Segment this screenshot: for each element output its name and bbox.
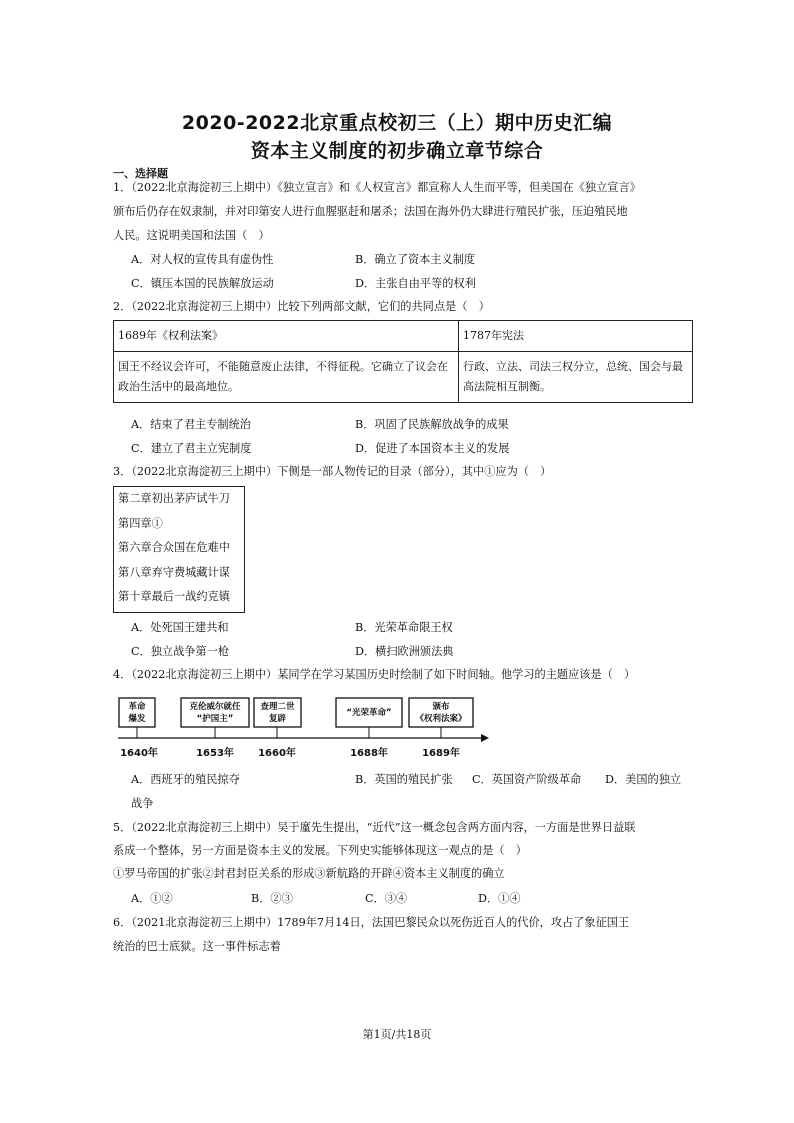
- timeline-event-label: 查理二世: [260, 702, 295, 712]
- timeline-event-label: 克伦威尔就任: [189, 702, 241, 712]
- q2-comparison-table: [113, 320, 693, 403]
- q2-option-b: B．巩固了民族解放战争的成果: [355, 418, 509, 431]
- q2-stem: 2．（2022北京海淀初三上期中）比较下列两部文献，它们的共同点是（ ）: [113, 300, 490, 313]
- q3-option-c: C．独立战争第一枪: [131, 645, 230, 658]
- q1-option-a: A．对人权的宣传具有虚伪性: [131, 253, 274, 266]
- timeline-year: 1689年: [422, 748, 460, 759]
- section-heading: 一、选择题: [113, 167, 168, 180]
- q4-option-a: A．西班牙的殖民掠夺: [131, 773, 240, 786]
- q5-option-b: B．②③: [251, 892, 293, 905]
- q2-option-c: C．建立了君主立宪制度: [131, 442, 252, 455]
- q3-option-b: B．光荣革命限王权: [355, 621, 453, 634]
- timeline-event-label: 颁布: [432, 702, 450, 712]
- q4-timeline: [113, 692, 493, 762]
- timeline-event-label: 《权利法案》: [415, 714, 467, 724]
- q2-option-d: D．促进了本国资本主义的发展: [355, 442, 510, 455]
- q2-option-a: A．结束了君主专制统治: [131, 418, 251, 431]
- timeline-event-label: 复辟: [268, 714, 287, 724]
- q1-option-b: B．确立了资本主义制度: [355, 253, 476, 266]
- q1-line-2: 颁布后仍存在奴隶制，并对印第安人进行血腥驱赶和屠杀；法国在海外仍大肆进行殖民扩张，压迫殖民地: [113, 205, 628, 218]
- timeline-year: 1688年: [350, 748, 388, 759]
- q3-chapter: 第八章弃守费城藏计谋: [118, 565, 230, 579]
- q1-line-1: 1．（2022北京海淀初三上期中）《独立宣言》和《人权宣言》都宣称人人生而平等，但美国在《独立宣言》: [113, 181, 641, 194]
- timeline-arrow: [481, 734, 489, 742]
- timeline-year: 1640年: [120, 748, 158, 759]
- q3-chapter: 第十章最后一战约克镇: [118, 590, 230, 603]
- timeline-event-label: “光荣革命”: [346, 708, 392, 718]
- q2-table-header-2: 1787年宪法: [459, 321, 693, 352]
- q5-option-c: C．③④: [365, 892, 408, 905]
- q5-line-2: 系成一个整体，另一方面是资本主义的发展。下列史实能够体现这一观点的是（ ）: [113, 844, 527, 857]
- q4-stem: 4．（2022北京海淀初三上期中）某同学在学习某国历史时绘制了如下时间轴。他学习的主题应该是（ ）: [113, 668, 636, 681]
- q4-option-c: C．英国资产阶级革命: [472, 773, 582, 786]
- q6-line-1: 6．（2021北京海淀初三上期中）1789年7月14日，法国巴黎民众以死伤近百人的代价，攻占了象征国王: [113, 916, 630, 929]
- q5-option-a: A．①②: [131, 892, 173, 905]
- q5-line-1: 5．（2022北京海淀初三上期中）吴于廑先生提出，“近代”这一概念包含两方面内容，一方面是世界日益联: [113, 821, 636, 834]
- timeline-event-label: 爆发: [128, 714, 146, 724]
- q5-line-3: ①罗马帝国的扩张②封君封臣关系的形成③新航路的开辟④资本主义制度的确立: [113, 867, 505, 880]
- q4-option-b: B．英国的殖民扩张: [355, 773, 453, 786]
- q3-table-of-contents: [113, 486, 245, 613]
- timeline-event-label: 革命: [128, 702, 146, 712]
- q1-line-3: 人民。这说明美国和法国（ ）: [113, 229, 270, 242]
- q1-option-c: C．镇压本国的民族解放运动: [131, 277, 274, 290]
- q5-option-d: D．①④: [478, 892, 521, 905]
- timeline-year: 1660年: [258, 748, 296, 759]
- page-footer: 第1页/共18页: [362, 1028, 432, 1041]
- q2-table-cell-2: 行政、立法、司法三权分立，总统、国会与最高法院相互制衡。: [459, 352, 693, 403]
- q1-option-d: D．主张自由平等的权利: [355, 277, 476, 290]
- page-title: 2020-2022北京重点校初三（上）期中历史汇编: [181, 112, 613, 134]
- q6-line-2: 统治的巴士底狱。这一事件标志着: [113, 940, 281, 953]
- q2-table-cell-1: 国王不经议会许可，不能随意废止法律，不得征税。它确立了议会在政治生活中的最高地位。: [114, 352, 459, 403]
- q3-stem: 3．（2022北京海淀初三上期中）下侧是一部人物传记的目录（部分），其中①应为（ ）: [113, 465, 552, 478]
- q2-table-header-1: 1689年《权利法案》: [114, 321, 459, 352]
- q3-option-d: D．横扫欧洲颁法典: [355, 645, 454, 658]
- q3-chapter: 第二章初出茅庐试牛刀: [118, 492, 230, 505]
- q3-option-a: A．处死国王建共和: [131, 621, 229, 634]
- q4-option-d-continued: 战争: [131, 797, 154, 810]
- page-subtitle: 资本主义制度的初步确立章节综合: [250, 140, 544, 162]
- timeline-year: 1653年: [196, 748, 234, 759]
- q4-option-d: D．美国的独立: [605, 773, 682, 786]
- timeline-event-label: “护国主”: [196, 714, 234, 724]
- q3-chapter: 第六章合众国在危难中: [118, 541, 230, 554]
- q3-chapter: 第四章①: [118, 516, 163, 530]
